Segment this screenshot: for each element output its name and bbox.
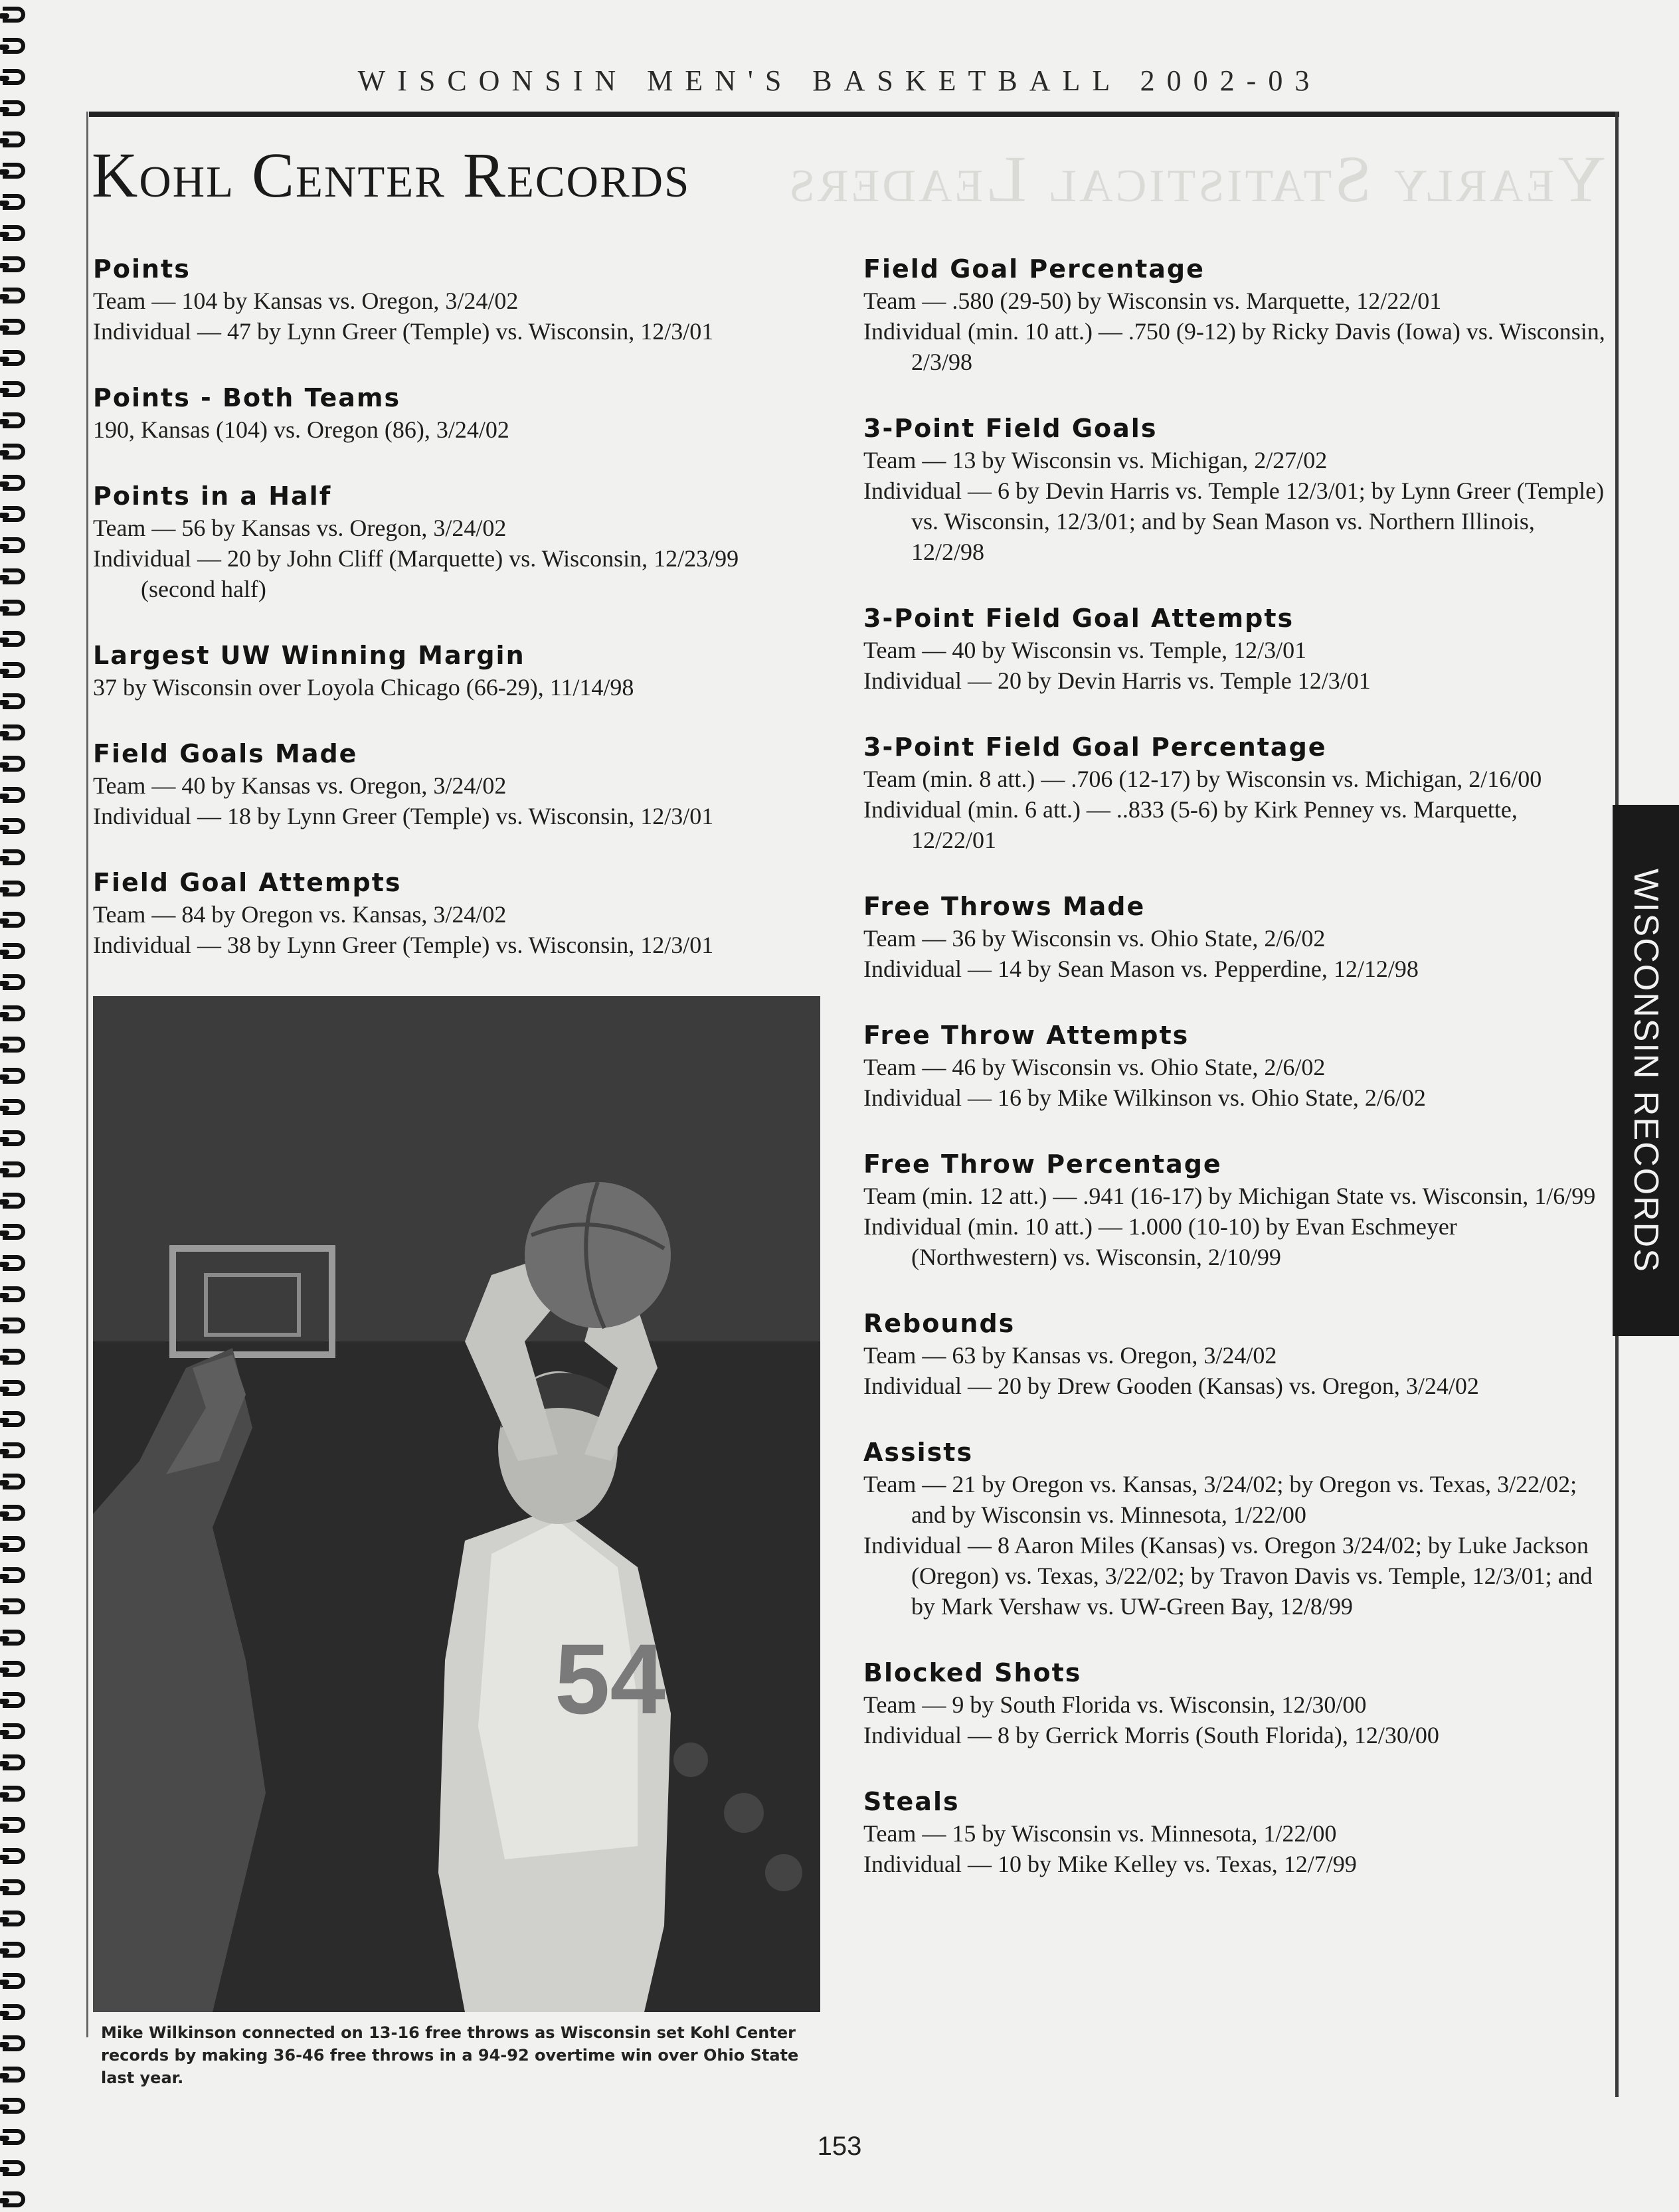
binding-ring [3,1598,25,1614]
binding-ring [3,1786,25,1802]
record-entry: Team — 56 by Kansas vs. Oregon, 3/24/02 [93,515,507,541]
binding-ring [3,412,25,428]
photo-caption: Mike Wilkinson connected on 13-16 free throws as Wisconsin set Kohl Center records by making 36-46 free throws in a 94-92 overtime win over Ohio State last year. [101,2023,799,2087]
binding-ring [3,1161,25,1177]
binding-ring [3,693,25,709]
binding-ring [3,662,25,678]
binding-ring [3,506,25,522]
binding-ring [3,849,25,865]
record-entry: Team — 63 by Kansas vs. Oregon, 3/24/02 [863,1342,1277,1369]
binding-ring [3,131,25,147]
record-block [93,381,797,445]
page-title: Kohl Center Records [92,139,691,211]
record-entry: Individual — 18 by Lynn Greer (Temple) vs. Wisconsin, 12/3/01 [93,803,714,829]
binding-ring [3,1349,25,1365]
record-block [863,252,1607,377]
record-entry: Individual — 16 by Mike Wilkinson vs. Ohio State, 2/6/02 [863,1084,1426,1111]
binding-ring [3,1286,25,1302]
binding-ring [3,7,25,23]
record-heading: Free Throw Percentage [863,1149,1222,1179]
binding-ring [3,2035,25,2051]
record-heading: 3-Point Field Goal Attempts [863,604,1294,633]
record-entry: Team — 46 by Wisconsin vs. Ohio State, 2/6/02 [863,1054,1326,1080]
binding-ring [3,1630,25,1646]
binding-ring [3,1318,25,1333]
binding-ring [3,631,25,647]
binding-ring [3,724,25,740]
record-entry: Individual — 47 by Lynn Greer (Temple) vs. Wisconsin, 12/3/01 [93,318,714,345]
record-block [863,1785,1607,1879]
binding-ring [3,1911,25,1926]
binding-ring [3,163,25,179]
binding-ring [3,225,25,241]
record-entry: Individual (min. 10 att.) — .750 (9-12) by Ricky Davis (Iowa) vs. Wisconsin, 2/3/98 [863,318,1605,375]
binding-ring [3,1442,25,1458]
section-tab [1613,805,1679,1336]
record-heading: Free Throw Attempts [863,1021,1190,1050]
binding-ring [3,1380,25,1396]
record-block [863,1307,1607,1401]
record-block [93,866,797,960]
record-block [863,890,1607,984]
record-entry: Individual (min. 6 att.) — ..833 (5-6) by Kirk Penney vs. Marquette, 12/22/01 [863,796,1518,853]
record-block [93,479,797,604]
record-entry: Individual — 6 by Devin Harris vs. Temple 12/3/01; by Lynn Greer (Temple) vs. Wisconsin, 12/3/01; and by Sean Mason vs. Northern Illinois, 12/2/98 [863,477,1605,565]
binding-ring [3,2160,25,2176]
record-heading: Steals [863,1787,960,1816]
record-block [863,412,1607,567]
binding-ring [3,1536,25,1552]
binding-ring [3,974,25,990]
record-heading: Rebounds [863,1309,1016,1338]
record-entry: Team — 9 by South Florida vs. Wisconsin, 12/30/00 [863,1691,1367,1718]
jersey-number: 54 [555,1623,665,1735]
binding-ring [3,1567,25,1583]
section-tab-label: WISCONSIN RECORDS [1627,868,1665,1273]
binding-ring [3,912,25,928]
binding-ring [3,1005,25,1021]
record-heading: Points - Both Teams [93,383,401,412]
binding-ring [3,600,25,616]
record-heading: Field Goal Attempts [93,868,402,897]
record-block [93,639,797,703]
record-entry: Team — 40 by Wisconsin vs. Temple, 12/3/01 [863,637,1307,663]
record-entry: Individual — 10 by Mike Kelley vs. Texas, 12/7/99 [863,1851,1357,1877]
binding-ring [3,1817,25,1833]
binding-ring [3,381,25,397]
record-entry: Individual — 38 by Lynn Greer (Temple) vs. Wisconsin, 12/3/01 [93,932,714,958]
record-heading: Assists [863,1438,974,1467]
record-heading: Field Goals Made [93,739,358,768]
binding-ring [3,2004,25,2020]
record-block [863,1148,1607,1272]
binding-ring [3,350,25,366]
record-block [863,1436,1607,1622]
binding-ring [3,1068,25,1084]
record-heading: Points in a Half [93,481,332,511]
record-entry: Team (min. 8 att.) — .706 (12-17) by Wisconsin vs. Michigan, 2/16/00 [863,766,1542,792]
binding-ring [3,756,25,772]
binding-ring [3,818,25,834]
binding-ring [3,537,25,553]
binding-ring [3,475,25,491]
record-entry: 37 by Wisconsin over Loyola Chicago (66-29), 11/14/98 [93,674,634,701]
binding-ring [3,1193,25,1209]
binding-ring [3,1692,25,1708]
binding-ring [3,1661,25,1677]
binding-ring [3,568,25,584]
record-entry: Individual — 8 Aaron Miles (Kansas) vs. Oregon 3/24/02; by Luke Jackson (Oregon) vs. Texas, 3/22/02; by Travon Davis vs. Temple, 12/3/01; and by Mark Vershaw vs. UW-Green Bay, 12/8/99 [863,1532,1593,1620]
record-block [863,602,1607,696]
binding-ring [3,1411,25,1427]
binding-ring [3,100,25,116]
record-entry: Individual — 20 by John Cliff (Marquette) vs. Wisconsin, 12/23/99 (second half) [93,545,739,602]
record-entry: Team — 84 by Oregon vs. Kansas, 3/24/02 [93,901,507,928]
binding-ring [3,1099,25,1115]
record-block [863,1019,1607,1113]
binding-ring [3,2067,25,2083]
binding-ring [3,1505,25,1521]
record-entry: 190, Kansas (104) vs. Oregon (86), 3/24/02 [93,416,509,443]
record-heading: Blocked Shots [863,1658,1082,1687]
binding-ring [3,1130,25,1146]
binding-ring [3,256,25,272]
binding-ring [3,1224,25,1240]
header-rule [89,112,1619,117]
record-entry: Individual — 8 by Gerrick Morris (South Florida), 12/30/00 [863,1722,1439,1748]
record-heading: Points [93,254,191,284]
binding-ring [3,1255,25,1271]
record-entry: Team (min. 12 att.) — .941 (16-17) by Michigan State vs. Wisconsin, 1/6/99 [863,1183,1596,1209]
binding-ring [3,1973,25,1989]
record-entry: Team — 40 by Kansas vs. Oregon, 3/24/02 [93,772,507,799]
binding-ring [3,1723,25,1739]
binding-ring [3,194,25,210]
record-heading: Free Throws Made [863,892,1146,921]
record-block [93,737,797,831]
binding-ring [3,288,25,303]
page-number: 153 [817,2132,862,2161]
running-head: WISCONSIN MEN'S BASKETBALL 2002-03 [357,64,1322,97]
binding-ring [3,444,25,460]
spiral-binding [0,0,40,2212]
record-entry: Individual (min. 10 att.) — 1.000 (10-10) by Evan Eschmeyer (Northwestern) vs. Wisconsin, 2/10/99 [863,1213,1457,1270]
record-entry: Team — 15 by Wisconsin vs. Minnesota, 1/22/00 [863,1820,1337,1847]
frame-left-rule [86,112,88,2037]
records-left-column [93,252,797,995]
bleed-through-heading: Yearly Statistical Leaders [786,142,1605,216]
records-right-column [863,252,1607,1914]
record-heading: 3-Point Field Goals [863,414,1158,443]
record-heading: Field Goal Percentage [863,254,1205,284]
binding-ring [3,2191,25,2207]
record-entry: Individual — 20 by Drew Gooden (Kansas) vs. Oregon, 3/24/02 [863,1373,1479,1399]
player-photo [93,996,820,2012]
record-entry: Team — .580 (29-50) by Wisconsin vs. Marquette, 12/22/01 [863,288,1442,314]
record-heading: Largest UW Winning Margin [93,641,525,670]
record-entry: Team — 36 by Wisconsin vs. Ohio State, 2/6/02 [863,925,1326,952]
record-entry: Team — 21 by Oregon vs. Kansas, 3/24/02; by Oregon vs. Texas, 3/22/02; and by Wisconsin vs. Minnesota, 1/22/00 [863,1471,1577,1528]
binding-ring [3,1754,25,1770]
record-entry: Individual — 20 by Devin Harris vs. Temple 12/3/01 [863,667,1371,694]
binding-ring [3,2098,25,2114]
record-heading: 3-Point Field Goal Percentage [863,732,1327,762]
binding-ring [3,1474,25,1489]
binding-ring [3,1942,25,1958]
binding-ring [3,787,25,803]
record-block [863,730,1607,855]
record-block [863,1656,1607,1750]
binding-ring [3,1848,25,1864]
binding-ring [3,881,25,896]
binding-ring [3,38,25,54]
binding-ring [3,943,25,959]
binding-ring [3,1879,25,1895]
record-entry: Team — 104 by Kansas vs. Oregon, 3/24/02 [93,288,519,314]
binding-ring [3,319,25,335]
record-entry: Individual — 14 by Sean Mason vs. Pepperdine, 12/12/98 [863,956,1419,982]
record-entry: Team — 13 by Wisconsin vs. Michigan, 2/27/02 [863,447,1328,473]
binding-ring [3,1037,25,1053]
record-block [93,252,797,347]
